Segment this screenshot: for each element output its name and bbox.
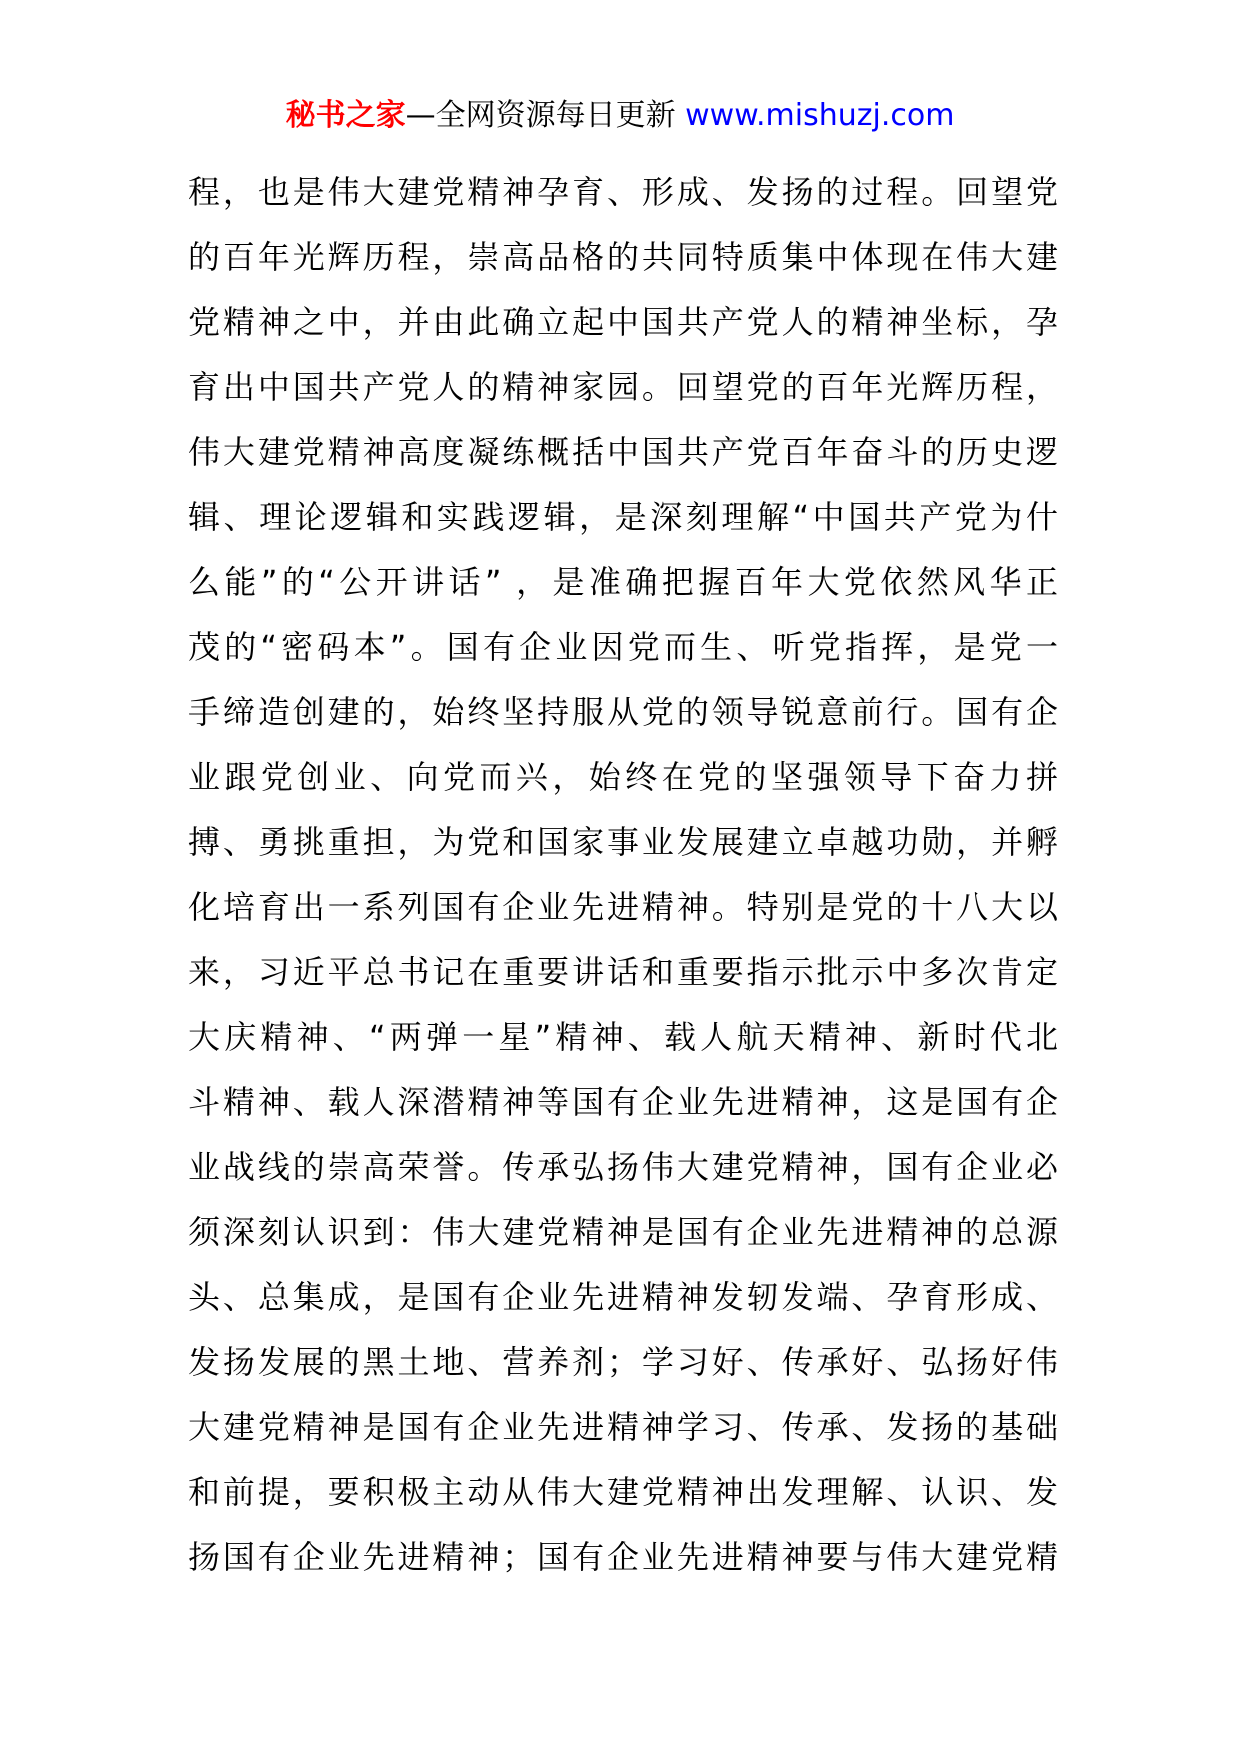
text-line: 党精神之中，并由此确立起中国共产党人的精神坐标，孕 <box>188 303 1058 341</box>
text-line: 扬国有企业先进精神；国有企业先进精神要与伟大建党精 <box>188 1538 1058 1576</box>
text-line: 须深刻认识到：伟大建党精神是国有企业先进精神的总源 <box>188 1213 1058 1251</box>
page-header <box>0 96 1240 136</box>
text-line: 大庆精神、“两弹一星”精神、载人航天精神、新时代北 <box>188 1018 1058 1056</box>
text-line: 伟大建党精神高度凝练概括中国共产党百年奋斗的历史逻 <box>188 433 1058 471</box>
site-tagline: —全网资源每日更新 <box>405 98 686 133</box>
text-line: 搏、勇挑重担，为党和国家事业发展建立卓越功勋，并孵 <box>188 823 1058 861</box>
text-line: 程，也是伟大建党精神孕育、形成、发扬的过程。回望党 <box>188 173 1058 211</box>
text-line: 化培育出一系列国有企业先进精神。特别是党的十八大以 <box>188 888 1058 926</box>
text-line: 斗精神、载人深潜精神等国有企业先进精神，这是国有企 <box>188 1083 1058 1121</box>
text-line: 的百年光辉历程，崇高品格的共同特质集中体现在伟大建 <box>188 238 1058 276</box>
text-line: 和前提，要积极主动从伟大建党精神出发理解、认识、发 <box>188 1473 1058 1511</box>
text-line: 茂的“密码本”。国有企业因党而生、听党指挥，是党一 <box>188 628 1058 666</box>
site-url-link[interactable]: www.mishuzj.com <box>685 98 955 133</box>
text-line: 么能”的“公开讲话” ，是准确把握百年大党依然风华正 <box>188 563 1058 601</box>
site-brand: 秘书之家 <box>285 98 406 133</box>
text-line: 辑、理论逻辑和实践逻辑，是深刻理解“中国共产党为什 <box>188 498 1058 536</box>
text-line: 大建党精神是国有企业先进精神学习、传承、发扬的基础 <box>188 1408 1058 1446</box>
text-line: 来，习近平总书记在重要讲话和重要指示批示中多次肯定 <box>188 953 1058 991</box>
text-line: 业战线的崇高荣誉。传承弘扬伟大建党精神，国有企业必 <box>188 1148 1058 1186</box>
text-line: 头、总集成，是国有企业先进精神发轫发端、孕育形成、 <box>188 1278 1058 1316</box>
text-line: 业跟党创业、向党而兴，始终在党的坚强领导下奋力拼 <box>188 758 1058 796</box>
text-line: 育出中国共产党人的精神家园。回望党的百年光辉历程， <box>188 368 1058 406</box>
text-line: 发扬发展的黑土地、营养剂；学习好、传承好、弘扬好伟 <box>188 1343 1058 1381</box>
text-line: 手缔造创建的，始终坚持服从党的领导锐意前行。国有企 <box>188 693 1058 731</box>
body-paragraph <box>188 160 1058 1590</box>
